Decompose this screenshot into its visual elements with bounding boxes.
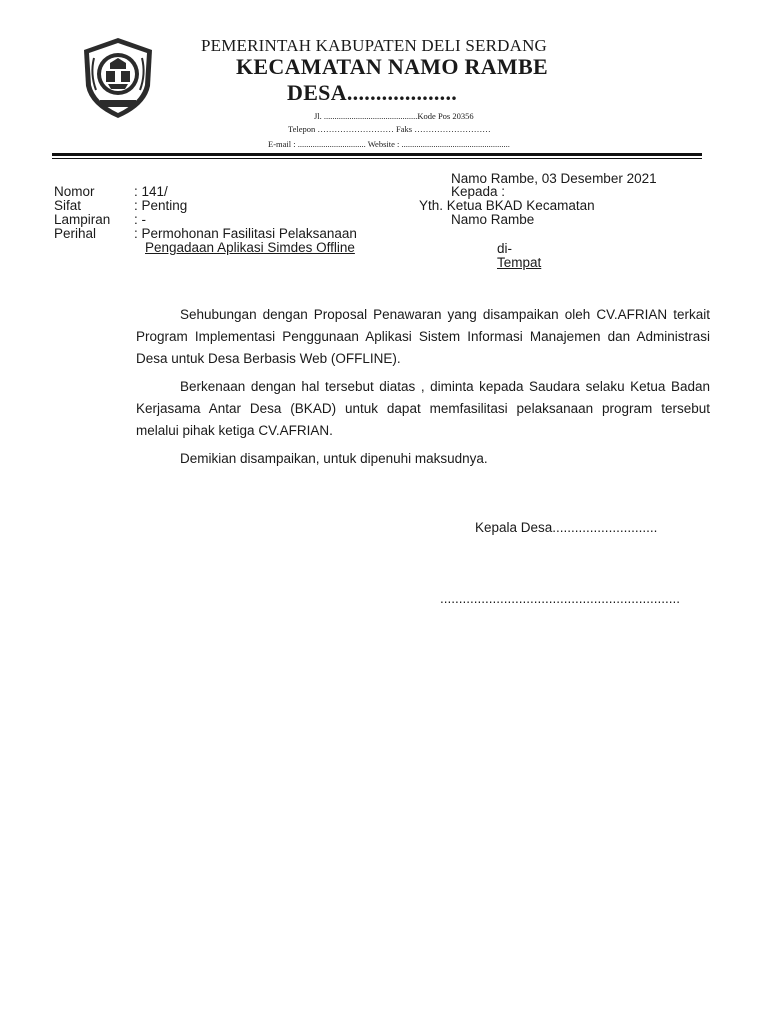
sifat-value: : Penting <box>134 198 188 213</box>
letterhead-address: Jl. ............................................Kode Pos 20356 <box>314 111 474 121</box>
perihal-value-line2: Pengadaan Aplikasi Simdes Offline <box>145 240 355 255</box>
letterhead-phone-fax: Telepon ……………………… Faks ……………………… <box>288 124 491 134</box>
deli-serdang-emblem <box>80 36 156 120</box>
body-paragraph-3 <box>136 448 710 470</box>
recipient-place: Namo Rambe <box>451 212 535 227</box>
letterhead-divider-thick <box>52 153 702 156</box>
letter-date: Namo Rambe, 03 Desember 2021 <box>451 171 657 186</box>
di-label: di- <box>497 241 513 256</box>
body-paragraph-2-text: Berkenaan dengan hal tersebut diatas , diminta kepada Saudara selaku Ketua Badan Kerjasama Antar Desa (BKAD) untuk dapat memfasilitasi pelaksanaan program tersebut melalui pihak ketiga CV.AFRIAN. <box>136 379 710 438</box>
letterhead-desa: DESA................... <box>287 80 458 105</box>
body-paragraph-1-text: Sehubungan dengan Proposal Penawaran yang disampaikan oleh CV.AFRIAN terkait Program Implementasi Penggunaan Aplikasi Sistem Informasi Manajemen dan Administrasi Desa untuk Desa Berbasis Web (OFFLINE). <box>136 307 710 366</box>
tempat-label: Tempat <box>497 255 542 270</box>
perihal-label: Perihal <box>54 226 97 241</box>
lampiran-label: Lampiran <box>54 212 111 227</box>
recipient-title: Yth. Ketua BKAD Kecamatan <box>419 198 595 213</box>
letterhead-kecamatan: KECAMATAN NAMO RAMBE <box>236 54 548 79</box>
perihal-value-line1: : Permohonan Fasilitasi Pelaksanaan <box>134 226 357 241</box>
signature-name-line: ................................................................ <box>440 591 681 606</box>
letterhead-divider-thin <box>52 158 702 159</box>
letterhead-email-website: E-mail : ................................ Website : ................................................... <box>268 139 510 149</box>
nomor-label: Nomor <box>54 184 95 199</box>
body-paragraph-2 <box>136 376 710 442</box>
nomor-value: : 141/ <box>134 184 168 199</box>
body-paragraph-1 <box>136 304 710 370</box>
kepada-label: Kepada : <box>451 184 506 199</box>
body-paragraph-3-text: Demikian disampaikan, untuk dipenuhi maksudnya. <box>180 451 488 466</box>
signature-title: Kepala Desa............................ <box>475 520 658 535</box>
letterhead-government: PEMERINTAH KABUPATEN DELI SERDANG <box>201 36 548 55</box>
sifat-label: Sifat <box>54 198 82 213</box>
lampiran-value: : - <box>134 212 146 227</box>
